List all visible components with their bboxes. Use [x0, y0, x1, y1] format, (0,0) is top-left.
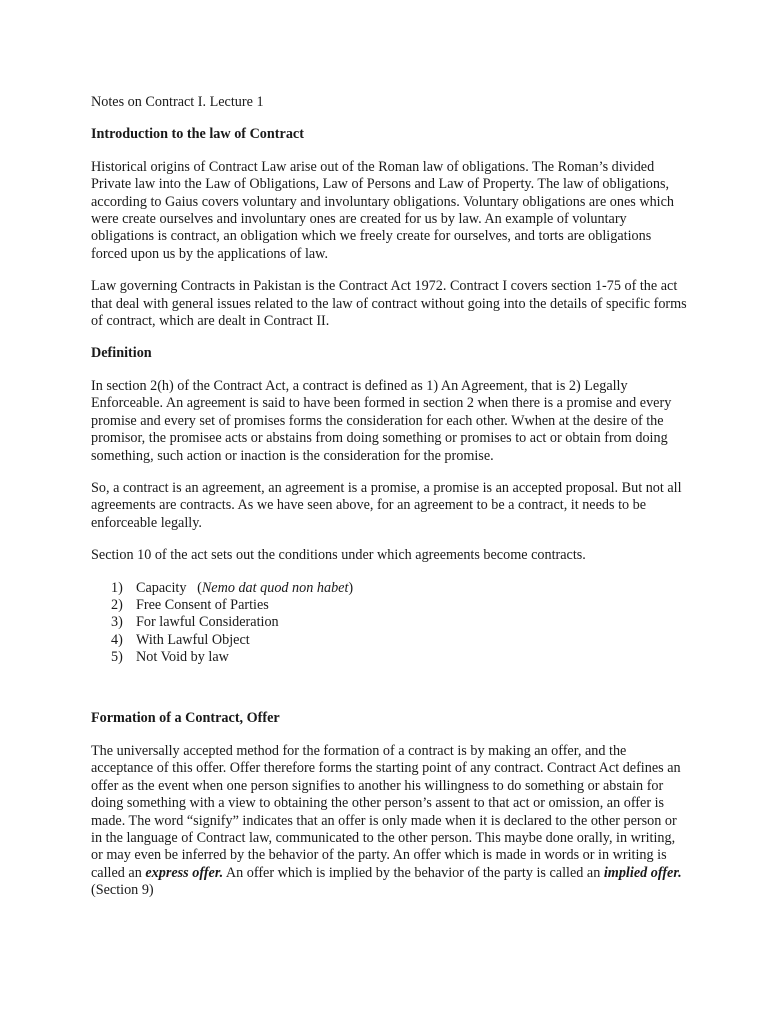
conditions-list: [91, 580, 687, 667]
intro-heading: Introduction to the law of Contract: [91, 126, 304, 143]
so-paragraph: So, a contract is an agreement, an agreement is a promise, a promise is an accepted proposal. But not all agreements are contracts. As we have seen above, for an agreement to be a contract, it needs to be enforceable legally.: [91, 479, 682, 531]
list-item-text: Not Void by law: [136, 649, 229, 666]
document-header: Notes on Contract I. Lecture 1: [91, 94, 264, 110]
list-item: 1) Capacity (Nemo dat quod non habet): [111, 579, 354, 596]
express-offer-term: express offer.: [145, 864, 224, 881]
list-number: 2): [111, 596, 123, 613]
document-page: [91, 94, 687, 915]
list-number: 3): [111, 614, 123, 631]
list-item-text: Capacity: [136, 579, 187, 596]
formation-text-main: The universally accepted method for the formation of a contract is by making an offer, and the acceptance of this offer. Offer therefore forms the starting point of any contract. Contract Act defines an offer as the event when one person signifies to another his willingness to do something or abstain for doing something with a view to obtaining the other person’s assent to that act or omission, an offer is made. The word “signify” indicates that an offer is only made when it is declared to the other person or in the language of Contract law, communicated to the other person. This maybe done orally, in writing, or may even be inferred by the behavior of the party. An offer which is made in words or in writing is called an: [91, 742, 681, 881]
list-item: [111, 649, 687, 666]
pakistan-paragraph: Law governing Contracts in Pakistan is the Contract Act 1972. Contract I covers section 1-75 of the act that deal with general issues related to the law of contract without going into the details of specific forms of contract, which are dealt in Contract II.: [91, 278, 687, 330]
formation-text-mid: An offer which is implied by the behavior of the party is called an: [223, 864, 604, 881]
list-item-text: For lawful Consideration: [136, 614, 279, 631]
formation-text-end: (Section 9): [91, 882, 154, 899]
list-number: 1): [111, 579, 123, 596]
intro-paragraph: Historical origins of Contract Law arise out of the Roman law of obligations. The Roman’s divided Private law into the Law of Obligations, Law of Persons and Law of Property. The law of obligations, according to Gaius covers voluntary and involuntary obligations. Voluntary obligations are ones which were create ourselves and involuntary ones are created for us by law. An example of voluntary obligations is contract, an obligation which we freely create for ourselves, and torts are obligations forced upon us by the applications of law.: [91, 158, 675, 262]
list-item-text: Free Consent of Parties: [136, 596, 269, 613]
implied-offer-term: implied offer.: [603, 864, 682, 881]
list-item: [111, 632, 687, 649]
list-item: [111, 614, 687, 631]
list-number: 4): [111, 631, 123, 648]
formation-heading: Formation of a Contract, Offer: [91, 710, 280, 727]
list-item: [111, 597, 687, 614]
definition-paragraph: In section 2(h) of the Contract Act, a contract is defined as 1) An Agreement, that is 2) Legally Enforceable. An agreement is said to have been formed in section 2 when there is a promise and every promise and every set of promises forms the consideration for each other. Wwhen at the desire of the promisor, the promisee acts or abstains from doing something or promises to act or obtain from doing something, such action or inaction is the consideration for the promise.: [91, 377, 672, 464]
list-number: 5): [111, 649, 123, 666]
latin-maxim: Nemo dat quod non habet: [201, 579, 349, 596]
section10-paragraph: Section 10 of the act sets out the conditions under which agreements become contracts.: [91, 547, 586, 564]
list-item-text: With Lawful Object: [136, 631, 250, 648]
definition-heading: Definition: [91, 345, 152, 362]
formation-paragraph: [91, 743, 687, 900]
